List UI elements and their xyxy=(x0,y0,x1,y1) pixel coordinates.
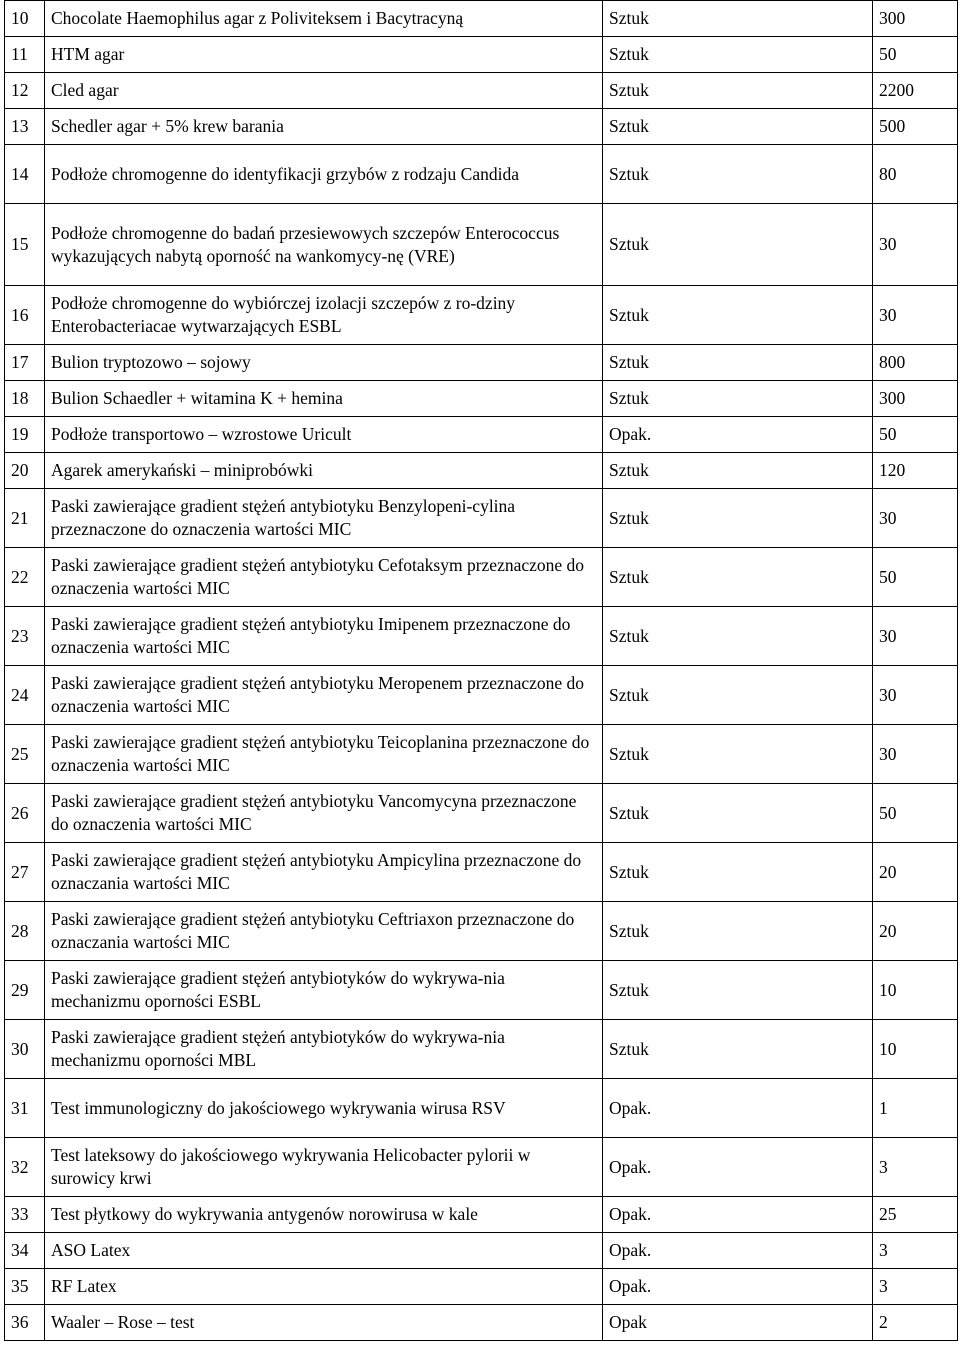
item-number: 30 xyxy=(5,1020,45,1079)
item-name: Paski zawierające gradient stężeń antybiotyku Imipenem przeznaczone do oznaczenia wartości MIC xyxy=(45,607,603,666)
item-name: Schedler agar + 5% krew barania xyxy=(45,109,603,145)
item-quantity: 30 xyxy=(873,489,958,548)
item-number: 29 xyxy=(5,961,45,1020)
item-number: 33 xyxy=(5,1197,45,1233)
table-row xyxy=(5,345,958,381)
item-number: 36 xyxy=(5,1305,45,1341)
item-unit: Sztuk xyxy=(603,666,873,725)
item-quantity: 300 xyxy=(873,1,958,37)
item-number: 24 xyxy=(5,666,45,725)
item-number: 26 xyxy=(5,784,45,843)
table-row xyxy=(5,607,958,666)
item-quantity: 300 xyxy=(873,381,958,417)
item-unit: Sztuk xyxy=(603,145,873,204)
item-name: Waaler – Rose – test xyxy=(45,1305,603,1341)
table-row xyxy=(5,548,958,607)
item-name: Podłoże chromogenne do badań przesiewowych szczepów Enterococcus wykazujących nabytą oporność na wankomycy-nę (VRE) xyxy=(45,204,603,286)
item-name: Paski zawierające gradient stężeń antybiotyku Teicoplanina przeznaczone do oznaczenia wartości MIC xyxy=(45,725,603,784)
item-unit: Sztuk xyxy=(603,286,873,345)
item-number: 20 xyxy=(5,453,45,489)
item-quantity: 30 xyxy=(873,286,958,345)
item-quantity: 1 xyxy=(873,1079,958,1138)
table-row xyxy=(5,453,958,489)
item-number: 16 xyxy=(5,286,45,345)
item-quantity: 50 xyxy=(873,784,958,843)
table-row xyxy=(5,725,958,784)
item-number: 21 xyxy=(5,489,45,548)
item-number: 10 xyxy=(5,1,45,37)
item-unit: Sztuk xyxy=(603,37,873,73)
item-quantity: 10 xyxy=(873,961,958,1020)
table-row xyxy=(5,1305,958,1341)
item-number: 35 xyxy=(5,1269,45,1305)
item-number: 15 xyxy=(5,204,45,286)
item-quantity: 50 xyxy=(873,548,958,607)
table-row xyxy=(5,1138,958,1197)
item-quantity: 20 xyxy=(873,843,958,902)
item-unit: Sztuk xyxy=(603,73,873,109)
item-name: Paski zawierające gradient stężeń antybiotyku Benzylopeni-cylina przeznaczone do oznaczenia wartości MIC xyxy=(45,489,603,548)
item-quantity: 800 xyxy=(873,345,958,381)
table-row xyxy=(5,1269,958,1305)
table-row xyxy=(5,1197,958,1233)
table-row xyxy=(5,1233,958,1269)
item-number: 22 xyxy=(5,548,45,607)
item-name: Podłoże chromogenne do identyfikacji grzybów z rodzaju Candida xyxy=(45,145,603,204)
item-name: ASO Latex xyxy=(45,1233,603,1269)
item-quantity: 2200 xyxy=(873,73,958,109)
item-name: Bulion Schaedler + witamina K + hemina xyxy=(45,381,603,417)
item-name: Bulion tryptozowo – sojowy xyxy=(45,345,603,381)
table-row xyxy=(5,1020,958,1079)
item-name: Paski zawierające gradient stężeń antybiotyku Ceftriaxon przeznaczone do oznaczania wartości MIC xyxy=(45,902,603,961)
item-quantity: 120 xyxy=(873,453,958,489)
item-quantity: 50 xyxy=(873,37,958,73)
table-row xyxy=(5,1079,958,1138)
item-quantity: 30 xyxy=(873,607,958,666)
item-number: 14 xyxy=(5,145,45,204)
item-name: Paski zawierające gradient stężeń antybiotyków do wykrywa-nia mechanizmu oporności ESBL xyxy=(45,961,603,1020)
table-row xyxy=(5,73,958,109)
item-quantity: 3 xyxy=(873,1269,958,1305)
item-unit: Opak xyxy=(603,1305,873,1341)
table-row xyxy=(5,902,958,961)
table-row xyxy=(5,37,958,73)
item-quantity: 30 xyxy=(873,725,958,784)
item-number: 13 xyxy=(5,109,45,145)
item-number: 23 xyxy=(5,607,45,666)
table-row xyxy=(5,489,958,548)
items-table xyxy=(4,0,958,1341)
table-row xyxy=(5,666,958,725)
item-quantity: 30 xyxy=(873,666,958,725)
item-number: 25 xyxy=(5,725,45,784)
table-row xyxy=(5,961,958,1020)
item-quantity: 80 xyxy=(873,145,958,204)
item-unit: Sztuk xyxy=(603,381,873,417)
item-quantity: 20 xyxy=(873,902,958,961)
item-number: 19 xyxy=(5,417,45,453)
item-number: 12 xyxy=(5,73,45,109)
item-name: Test immunologiczny do jakościowego wykrywania wirusa RSV xyxy=(45,1079,603,1138)
item-name: Cled agar xyxy=(45,73,603,109)
item-unit: Sztuk xyxy=(603,489,873,548)
item-unit: Opak. xyxy=(603,1269,873,1305)
item-quantity: 30 xyxy=(873,204,958,286)
item-number: 27 xyxy=(5,843,45,902)
table-row xyxy=(5,109,958,145)
item-name: Podłoże transportowo – wzrostowe Uricult xyxy=(45,417,603,453)
item-quantity: 50 xyxy=(873,417,958,453)
item-unit: Sztuk xyxy=(603,109,873,145)
item-quantity: 10 xyxy=(873,1020,958,1079)
item-name: Chocolate Haemophilus agar z Poliviteksem i Bacytracyną xyxy=(45,1,603,37)
item-name: Paski zawierające gradient stężeń antybiotyku Vancomycyna przeznaczone do oznaczenia wartości MIC xyxy=(45,784,603,843)
item-name: RF Latex xyxy=(45,1269,603,1305)
item-number: 31 xyxy=(5,1079,45,1138)
table-row xyxy=(5,1,958,37)
item-number: 18 xyxy=(5,381,45,417)
item-unit: Sztuk xyxy=(603,548,873,607)
item-unit: Sztuk xyxy=(603,843,873,902)
item-unit: Opak. xyxy=(603,1138,873,1197)
item-quantity: 3 xyxy=(873,1233,958,1269)
item-number: 34 xyxy=(5,1233,45,1269)
item-unit: Sztuk xyxy=(603,204,873,286)
table-row xyxy=(5,417,958,453)
item-quantity: 2 xyxy=(873,1305,958,1341)
table-row xyxy=(5,843,958,902)
item-unit: Sztuk xyxy=(603,725,873,784)
table-row xyxy=(5,381,958,417)
item-number: 28 xyxy=(5,902,45,961)
item-unit: Sztuk xyxy=(603,607,873,666)
item-unit: Sztuk xyxy=(603,961,873,1020)
item-name: Agarek amerykański – miniprobówki xyxy=(45,453,603,489)
item-name: Paski zawierające gradient stężeń antybiotyków do wykrywa-nia mechanizmu oporności MBL xyxy=(45,1020,603,1079)
item-unit: Sztuk xyxy=(603,902,873,961)
item-unit: Sztuk xyxy=(603,345,873,381)
item-unit: Opak. xyxy=(603,1197,873,1233)
item-unit: Sztuk xyxy=(603,1020,873,1079)
item-unit: Opak. xyxy=(603,1079,873,1138)
item-unit: Sztuk xyxy=(603,1,873,37)
item-name: Paski zawierające gradient stężeń antybiotyku Cefotaksym przeznaczone do oznaczenia wartości MIC xyxy=(45,548,603,607)
item-unit: Sztuk xyxy=(603,784,873,843)
table-row xyxy=(5,286,958,345)
item-name: HTM agar xyxy=(45,37,603,73)
item-number: 17 xyxy=(5,345,45,381)
item-name: Test płytkowy do wykrywania antygenów norowirusa w kale xyxy=(45,1197,603,1233)
item-name: Paski zawierające gradient stężeń antybiotyku Ampicylina przeznaczone do oznaczania wartości MIC xyxy=(45,843,603,902)
item-quantity: 25 xyxy=(873,1197,958,1233)
item-unit: Opak. xyxy=(603,1233,873,1269)
items-table-body xyxy=(5,1,958,1341)
item-quantity: 500 xyxy=(873,109,958,145)
table-row xyxy=(5,204,958,286)
item-name: Podłoże chromogenne do wybiórczej izolacji szczepów z ro-dziny Enterobacteriacae wytwarzających ESBL xyxy=(45,286,603,345)
item-number: 11 xyxy=(5,37,45,73)
item-unit: Sztuk xyxy=(603,453,873,489)
table-row xyxy=(5,784,958,843)
item-name: Paski zawierające gradient stężeń antybiotyku Meropenem przeznaczone do oznaczenia wartości MIC xyxy=(45,666,603,725)
item-unit: Opak. xyxy=(603,417,873,453)
item-name: Test lateksowy do jakościowego wykrywania Helicobacter pylorii w surowicy krwi xyxy=(45,1138,603,1197)
item-quantity: 3 xyxy=(873,1138,958,1197)
table-row xyxy=(5,145,958,204)
item-number: 32 xyxy=(5,1138,45,1197)
